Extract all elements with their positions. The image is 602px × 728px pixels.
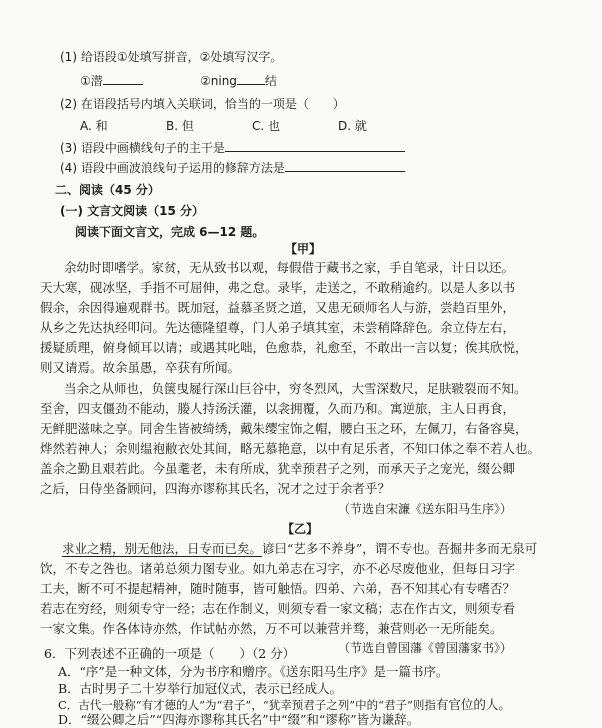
passage-b-line: 饮，不专之咎也。诸弟总须力图专业。如九弟志在习字，亦不必尽废他业，但每日习字	[40, 561, 516, 576]
q4	[60, 160, 405, 176]
q1-item-1-blank[interactable]	[103, 73, 143, 85]
reading-instruction: 阅读下面文言文，完成 6—12 题。	[75, 225, 265, 239]
passage-b-underlined-sentence: 求业之精，别无他法，日专而已矣。	[62, 541, 263, 556]
passage-a-line: 则又请焉。故余虽愚，卒获有所闻。	[40, 360, 241, 375]
passage-b-line-1-rest: 谚曰“艺多不养身”，谓不专也。吾掘井多而无泉可	[262, 541, 538, 556]
q6-option-b[interactable]: B．古时男子二十岁举行加冠仪式，表示已经成人。	[58, 681, 343, 696]
q2-option-d[interactable]: D. 就	[338, 119, 367, 133]
q1-item-2-char: 结	[264, 74, 277, 88]
section-2-title: 二、阅读（45 分）	[55, 183, 160, 197]
passage-a-line: 当余之从师也，负箧曳屣行深山巨谷中，穷冬烈风，大雪深数尺，足肤皲裂而不知。	[64, 381, 527, 396]
passage-a-line: 余幼时即嗜学。家贫，无从致书以观，每假借于藏书之家，手自笔录，计日以还。	[64, 260, 515, 275]
passage-a-line: 无鲜肥滋味之享。同舍生皆被绮绣，戴朱缨宝饰之帽，腰白玉之环，左佩刀，右备容臭，	[40, 421, 528, 436]
passage-b-source: （节选自曾国藩《曾国藩家书》）	[338, 641, 513, 655]
passage-a-line: 至舍，四支僵劲不能动，媵人持汤沃灌，以衾拥覆，久而乃和。寓逆旅，主人日再食，	[40, 401, 516, 416]
q2-option-b[interactable]: B. 但	[166, 119, 194, 133]
q2-stem: (2) 在语段括号内填入关联词，恰当的一项是（ ）	[60, 97, 345, 111]
q6-stem: 6．下列表述不正确的一项是（ ）（2 分）	[44, 646, 296, 661]
passage-b-title: 【乙】	[282, 522, 319, 536]
passage-b-line: 工夫，断不可不提起精神，随时随事，皆可触悟。四弟、六弟，吾不知其心有专嗜否？	[40, 581, 516, 596]
q6-option-a[interactable]: A．“序”是一种文体，分为书序和赠序。《送东阳马生序》是一篇书序。	[58, 664, 449, 679]
q4-blank[interactable]	[285, 160, 405, 172]
passage-a-source: （节选自宋濂《送东阳马生序》）	[338, 502, 513, 516]
q2-options	[80, 118, 424, 134]
q4-stem: (4) 语段中画波浪线句子运用的修辞方法是	[60, 161, 285, 175]
passage-a-line: 援疑质理，俯身倾耳以请；或遇其叱咄，色愈恭，礼愈至，不敢出一言以复；俟其欣悦，	[40, 340, 528, 355]
q1-item-2	[200, 73, 277, 89]
q1-item-2-pinyin: ②ning	[200, 74, 237, 88]
subsection-1-title: (一) 文言文阅读（15 分）	[60, 204, 205, 218]
q6-option-c-continued: 有官位的人。	[435, 697, 511, 712]
q3-stem: (3) 语段中画横线句子的主干是	[60, 141, 225, 155]
passage-a-line: 假余，余因得遍观群书。既加冠，益慕圣贤之道，又患无硕师名人与游，尝趋百里外，	[40, 300, 516, 315]
q6-option-c[interactable]: C．古代一般称“有才德的人”为“君子”，“犹幸预君子之列”中的“君子”则指	[58, 698, 436, 712]
q2-option-c[interactable]: C. 也	[252, 119, 281, 133]
q6-option-d[interactable]: D．“缀公卿之后”“四海亦谬称其氏名”中“缀”和“谬称”皆为谦辞。	[58, 712, 420, 727]
q1-item-1	[80, 73, 143, 89]
passage-b-line: 一家文集。作各体诗亦然，作试帖亦然，万不可以兼营并骛，兼营则必一无所能矣。	[40, 621, 503, 636]
q3-blank[interactable]	[225, 140, 405, 152]
q1-item-1-label: ①潜	[80, 74, 103, 88]
q2-option-a[interactable]: A. 和	[80, 119, 108, 133]
passage-a-title: 【甲】	[285, 242, 322, 256]
q1-item-2-blank[interactable]	[237, 73, 265, 85]
passage-b-line-1	[62, 541, 537, 557]
passage-a-line: 烨然若神人；余则缊袍敝衣处其间，略无慕艳意，以中有足乐者，不知口体之奉不若人也。	[40, 441, 541, 456]
passage-a-line: 从乡之先达执经叩问。先达德隆望尊，门人弟子填其室，未尝稍降辞色。余立侍左右，	[40, 320, 516, 335]
passage-a-line: 之后，日侍坐备顾问，四海亦谬称其氏名，况才之过于余者乎？	[40, 481, 391, 496]
passage-b-line: 若志在穷经，则须专守一经；志在作制义，则须专看一家文稿；志在作古文，则须专看	[40, 601, 516, 616]
passage-a-line: 天大寒，砚冰坚，手指不可屈伸，弗之怠。录毕，走送之，不敢稍逾约。以是人多以书	[40, 280, 516, 295]
passage-a-line: 盖余之勤且艰若此。今虽耄老，未有所成，犹幸预君子之列，而承天子之宠光，缀公卿	[40, 461, 516, 476]
q1-stem: (1) 给语段①处填写拼音，②处填写汉字。	[60, 50, 283, 64]
q3	[60, 140, 405, 156]
